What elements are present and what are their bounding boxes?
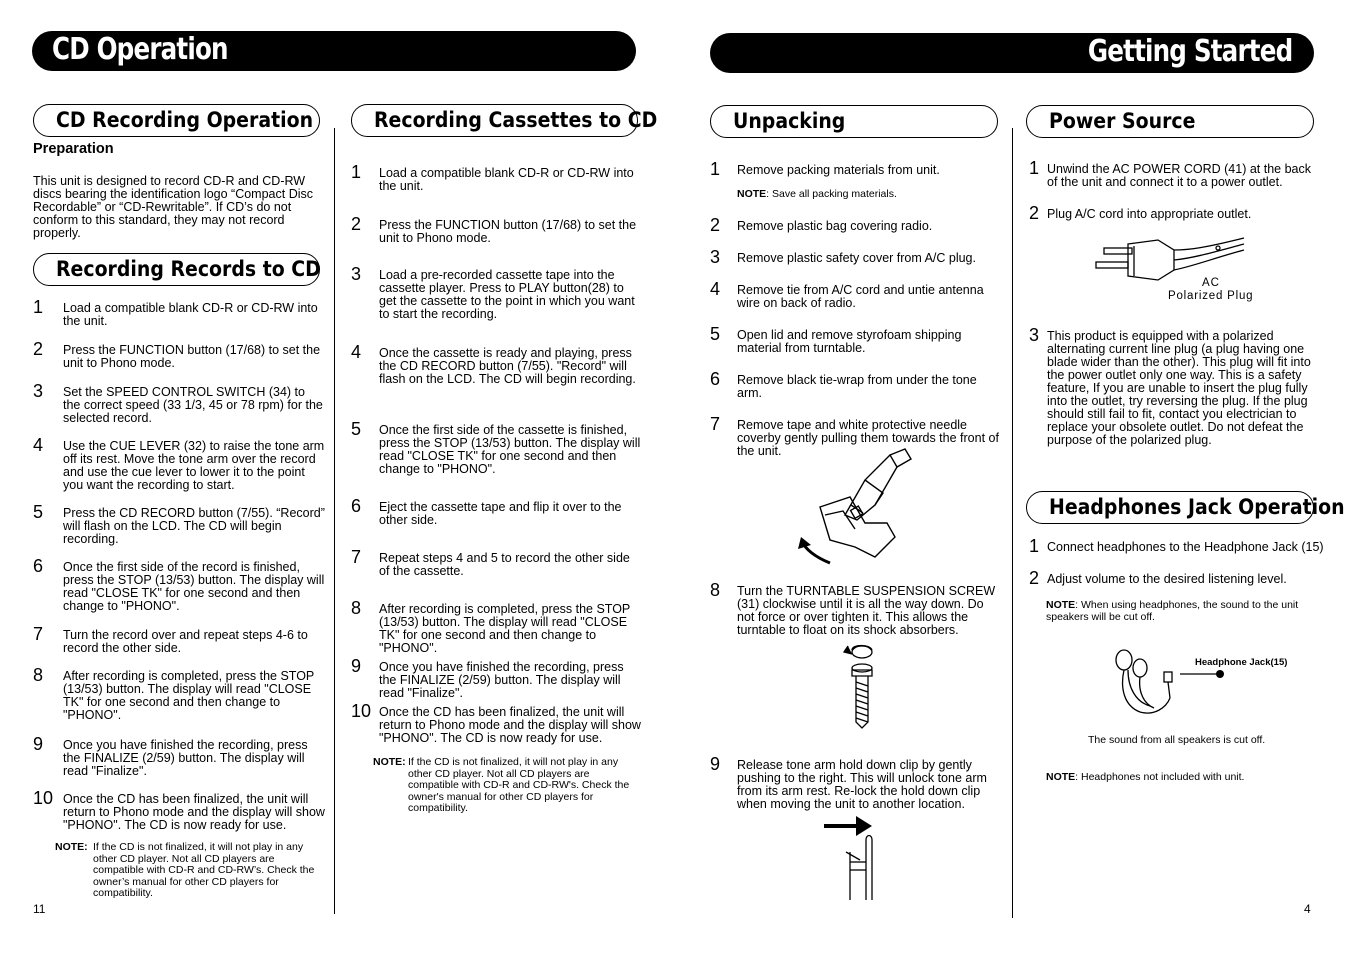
unpacking-note: NOTE: Save all packing materials. — [737, 188, 897, 200]
step-number: 8 — [351, 598, 362, 618]
step-number: 1 — [33, 297, 44, 317]
records-note-label: NOTE: — [55, 841, 88, 853]
step-number: 1 — [1029, 536, 1040, 556]
step-text: Once the first side of the cassette is finished, press the STOP (13/53) button. The display will read "CLOSE TK" for one second and then change to "PHONO". — [379, 423, 641, 476]
step-number: 1 — [710, 159, 721, 179]
step-number: 10 — [33, 788, 54, 808]
column-divider — [334, 128, 335, 914]
heading-recording-records: Recording Records to CD — [33, 253, 320, 286]
headphones-note-1: NOTE: When using headphones, the sound to the unit speakers will be cut off. — [1046, 599, 1299, 623]
step-text: Turn the record over and repeat steps 4-6 to record the other side. — [63, 628, 308, 655]
step-text: Remove black tie-wrap from under the tone arm. — [737, 373, 977, 400]
step-text: Repeat steps 4 and 5 to record the other side of the cassette. — [379, 551, 630, 578]
heading-power-source: Power Source — [1026, 105, 1314, 138]
banner-cd-operation: CD Operation — [32, 31, 636, 71]
step-text: Adjust volume to the desired listening level. — [1047, 572, 1287, 586]
step-text: Remove plastic bag covering radio. — [737, 219, 933, 233]
step-text: Set the SPEED CONTROL SWITCH (34) to the correct speed (33 1/3, 45 or 78 rpm) for the selected record. — [63, 385, 323, 425]
step-number: 8 — [33, 665, 44, 685]
step-text: Load a compatible blank CD-R or CD-RW into the unit. — [63, 301, 318, 328]
step-text: Remove tie from A/C cord and untie antenna wire on back of radio. — [737, 283, 984, 310]
page-number-right: 4 — [1304, 902, 1311, 916]
step-text: Once the first side of the record is finished, press the STOP (13/53) button. The display will read "CLOSE TK" for one second and then change to "PHONO". — [63, 560, 325, 613]
step-number: 7 — [33, 624, 44, 644]
step-number: 3 — [1029, 325, 1040, 345]
heading-headphones: Headphones Jack Operation — [1026, 491, 1314, 524]
step-number: 3 — [710, 247, 721, 267]
step-number: 2 — [33, 339, 44, 359]
step-text: Once the CD has been finalized, the unit will return to Phono mode and the display will show "PHONO". The CD is now ready for use. — [63, 792, 325, 832]
step-text: Press the FUNCTION button (17/68) to set the unit to Phono mode. — [379, 218, 637, 245]
headphones-note-2: NOTE: Headphones not included with unit. — [1046, 771, 1245, 783]
step-text: Unwind the AC POWER CORD (41) at the back of the unit and connect it to a power outlet. — [1047, 162, 1311, 189]
step-text: After recording is completed, press the STOP (13/53) button. The display will read "CLOSE TK" for one second and then change to "PHONO". — [379, 602, 631, 655]
step-text: Once you have finished the recording, press the FINALIZE (2/59) button. The display will read "Finalize". — [63, 738, 308, 778]
step-text: Remove tape and white protective needle coverby gently pulling them towards the front of the unit. — [737, 418, 999, 458]
step-number: 4 — [351, 342, 362, 362]
step-text: Once the cassette is ready and playing, press the CD RECORD button (7/55). "Record" will flash on the LCD. The CD will begin recording. — [379, 346, 636, 386]
records-note-text: If the CD is not finalized, it will not play in any other CD player. Not all CD players are compatible with CD-R and CD-RW’s. Check the owner’s manual for other CD players for compatibility. — [93, 841, 315, 899]
step-number: 2 — [1029, 568, 1040, 588]
column-divider — [1012, 128, 1013, 918]
heading-recording-cassettes: Recording Cassettes to CD — [351, 104, 638, 137]
step-text: This product is equipped with a polarized alternating current line plug (a plug having one blade wider than the other). This plug will fit into the power outlet only one way. This is a safety feature, If you are unable to insert the plug fully into the outlet, try reversing the plug. If the plug should still fail to fit, contact you electrician to replace your obsolete outlet. Do not defeat the purpose of the polarized plug. — [1047, 329, 1311, 447]
step-number: 5 — [351, 419, 362, 439]
step-text: Load a pre-recorded cassette tape into the cassette player. Press to PLAY button(28) to get the cassette to the point in which you want to start the recording. — [379, 268, 635, 321]
step-number: 5 — [710, 324, 721, 344]
step-number: 5 — [33, 502, 44, 522]
step-text: Once you have finished the recording, press the FINALIZE (2/59) button. The display will read "Finalize". — [379, 660, 624, 700]
step-text: Open lid and remove styrofoam shipping material from turntable. — [737, 328, 962, 355]
step-number: 6 — [351, 496, 362, 516]
step-number: 9 — [351, 656, 362, 676]
step-number: 10 — [351, 701, 372, 721]
step-text: Once the CD has been finalized, the unit will return to Phono mode and the display will show "PHONO". The CD is now ready for use. — [379, 705, 641, 745]
preparation-text: This unit is designed to record CD-R and CD-RW discs bearing the identification logo “Compact Disc Recordable” or “CD-Rewritable”. If CD’s do not conform to this standard, they may not record properly. — [33, 174, 313, 240]
step-number: 4 — [33, 435, 44, 455]
step-text: Turn the TURNTABLE SUSPENSION SCREW (31) clockwise until it is all the way down. Do not force or over tighten it. This allows the turntable to float on its shock absorbers. — [737, 584, 996, 637]
step-text: Plug A/C cord into appropriate outlet. — [1047, 207, 1252, 221]
step-text: Release tone arm hold down clip by gently pushing to the right. This will unlock tone arm from its arm rest. Re-lock the hold down clip when moving the unit to another location. — [737, 758, 987, 811]
step-number: 2 — [1029, 203, 1040, 223]
step-number: 2 — [710, 215, 721, 235]
ac-plug-illustration — [1094, 236, 1249, 286]
banner-getting-started: Getting Started — [710, 33, 1314, 73]
step-text: After recording is completed, press the STOP (13/53) button. The display will read "CLOSE TK" for one second and then change to "PHONO". — [63, 669, 315, 722]
headphones-caption: The sound from all speakers is cut off. — [1088, 734, 1266, 746]
step-number: 6 — [710, 369, 721, 389]
step-number: 1 — [1029, 158, 1040, 178]
step-text: Remove packing materials from unit. — [737, 163, 940, 177]
step-number: 8 — [710, 580, 721, 600]
step-number: 1 — [351, 162, 362, 182]
step-text: Connect headphones to the Headphone Jack (15) — [1047, 540, 1324, 554]
step-text: Press the CD RECORD button (7/55). “Record” will flash on the LCD. The CD will begin recording. — [63, 506, 325, 546]
heading-unpacking: Unpacking — [710, 105, 998, 138]
step-text: Use the CUE LEVER (32) to raise the tone arm off its rest. Move the tone arm over the record and use the cue lever to lower it to the point you want the recording to start. — [63, 439, 325, 492]
step-text: Eject the cassette tape and flip it over to the other side. — [379, 500, 622, 527]
preparation-subheading: Preparation — [33, 141, 114, 157]
suspension-screw-illustration — [838, 642, 888, 732]
step-text: Load a compatible blank CD-R or CD-RW into the unit. — [379, 166, 634, 193]
page-number-left: 11 — [33, 902, 46, 916]
plug-label-polarized: Polarized Plug — [1168, 290, 1254, 302]
needle-cover-illustration — [795, 445, 925, 575]
step-number: 3 — [33, 381, 44, 401]
step-text: Remove plastic safety cover from A/C plug. — [737, 251, 976, 265]
step-number: 4 — [710, 279, 721, 299]
step-number: 9 — [33, 734, 44, 754]
step-text: Press the FUNCTION button (17/68) to set the unit to Phono mode. — [63, 343, 321, 370]
step-number: 2 — [351, 214, 362, 234]
plug-label-ac: AC — [1202, 277, 1220, 289]
cassette-note-label: NOTE: — [373, 756, 406, 768]
step-number: 9 — [710, 754, 721, 774]
cassette-note-text: If the CD is not finalized, it will not play in any other CD player. Not all CD players are compatible with CD-R and CD-RW's. Check the owner's manual for other CD players for compatibility. — [408, 756, 630, 814]
step-number: 7 — [351, 547, 362, 567]
heading-cd-recording-operation: CD Recording Operation — [33, 104, 320, 137]
step-number: 7 — [710, 414, 721, 434]
headphone-jack-label: Headphone Jack(15) — [1195, 657, 1288, 668]
step-number: 6 — [33, 556, 44, 576]
tone-arm-clip-illustration — [820, 812, 890, 902]
step-number: 3 — [351, 264, 362, 284]
